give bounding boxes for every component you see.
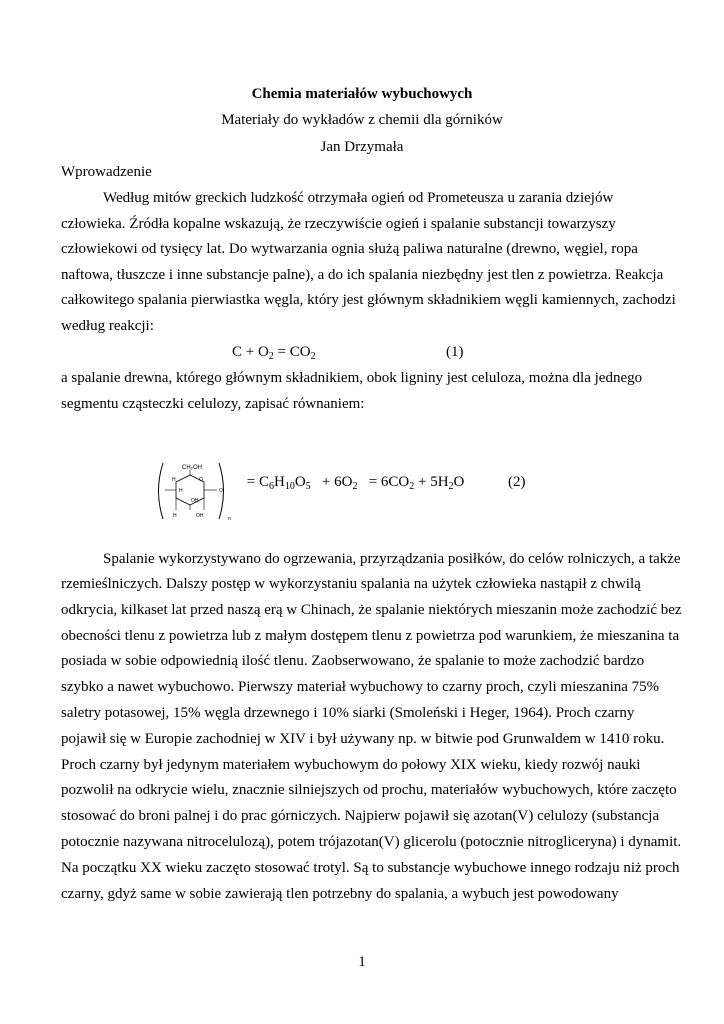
n-subscript-label: n [228, 516, 231, 522]
paragraph-line: według reakcji: [61, 318, 154, 334]
paragraph-line: rzemieślniczych. Dalszy postęp w wykorzystaniu spalania na użytek człowieka nastąpił z chwilą [61, 576, 641, 592]
paragraph-line: stosować do broni palnej i do prac górniczych. Najpierw pojawił się azotan(V) celulozy (substancja [61, 808, 660, 824]
o-bridge-label: O [219, 488, 223, 494]
ch2oh-label: CH₂OH [182, 465, 202, 471]
paragraph-line: segmentu cząsteczki celulozy, zapisać równaniem: [61, 396, 365, 412]
document-subtitle: Materiały do wykładów z chemii dla górników [221, 112, 503, 128]
h-label: H [179, 488, 183, 494]
section-heading: Wprowadzenie [61, 164, 152, 180]
paragraph-line: naftowa, tłuszcze i inne substancje palne), a do ich spalania niezbędny jest tlen z powietrza. Reakcja [61, 267, 664, 283]
paragraph-line: potocznie nazywana nitrocelulozą), potem trójazotan(V) glicerolu (potocznie nitrogliceryna) i dynamit. [61, 834, 682, 850]
equation-1-number: (1) [446, 344, 464, 360]
page-number: 1 [358, 954, 366, 970]
paragraph-line: Na początku XX wieku zaczęto stosować trotyl. Są to substancje wybuchowe innego rodzaju niż proch [61, 860, 680, 876]
equation-2: = $C_6H_{10}O_5 + 6O_2 = 6CO_2 + 5H_2O$ [243, 474, 465, 492]
paragraph-line: szybko a nawet wybuchowo. Pierwszy materiał wybuchowy to czarny proch, czyli mieszanina 75% [61, 679, 660, 695]
paragraph-line: Według mitów greckich ludzkość otrzymała ogień od Prometeusza u zarania dziejów [103, 190, 614, 206]
h-label: H [172, 477, 176, 483]
paragraph-line: czarny, gdyż same w sobie zawierają tlen potrzebny do spalania, a wybuch jest powodowany [61, 886, 619, 902]
equation-2-number: (2) [508, 474, 526, 490]
paragraph-line: człowieka. Źródła kopalne wskazują, że rzeczywiście ogień i spalanie substancji towarzyszy [61, 216, 616, 232]
cellulose-structure-diagram [153, 460, 233, 522]
paragraph-line: człowiekowi od tysięcy lat. Do wytwarzania ognia służą paliwa naturalne (drewno, węgiel, ropa [61, 241, 638, 257]
paragraph-line: pojawił się w Europie zachodniej w XIV i był używany np. w bitwie pod Grunwaldem w 1410 roku. [61, 731, 665, 747]
paragraph-line: pozwolił na odkrycie wielu, znacznie silniejszych od prochu, materiałów wybuchowych, które zaczęto [61, 782, 677, 798]
paragraph-line: Proch czarny był jedynym materiałem wybuchowym do połowy XIX wieku, kiedy rozwój nauki [61, 757, 641, 773]
paragraph-line: odkrycia, kilkaset lat przed naszą erą w Chinach, że spalanie niektórych mieszanin może zachodzić bez [61, 602, 682, 618]
oh-label: OH [191, 498, 199, 504]
oh-label: OH [196, 513, 204, 519]
paragraph-line: saletry potasowej, 15% węgla drzewnego i 10% siarki (Smoleński i Heger, 1964). Proch czarny [61, 705, 635, 721]
document-author: Jan Drzymała [320, 139, 404, 155]
equation-1: $C + O_2 = CO_2$ [232, 344, 316, 362]
document-title: Chemia materiałów wybuchowych [251, 86, 473, 102]
h-label: H [173, 513, 177, 519]
paragraph-line: Spalanie wykorzystywano do ogrzewania, przyrządzania posiłków, do celów rolniczych, a także [103, 551, 681, 567]
paragraph-line: całkowitego spalania pierwiastka węgla, który jest głównym składnikiem węgli kamiennych, zachodzi [61, 292, 676, 308]
paragraph-line: a spalanie drewna, którego głównym składnikiem, obok ligniny jest celuloza, można dla jednego [61, 370, 643, 386]
paragraph-line: obecności tlenu z powietrza lub z małym dostępem tlenu z powietrza pod warunkiem, że mieszanina ta [61, 628, 680, 644]
o-ring-label: O [199, 477, 203, 483]
paragraph-line: posiada w sobie odpowiednią ilość tlenu. Zaobserwowano, że spalanie to może zachodzić bardzo [61, 653, 645, 669]
